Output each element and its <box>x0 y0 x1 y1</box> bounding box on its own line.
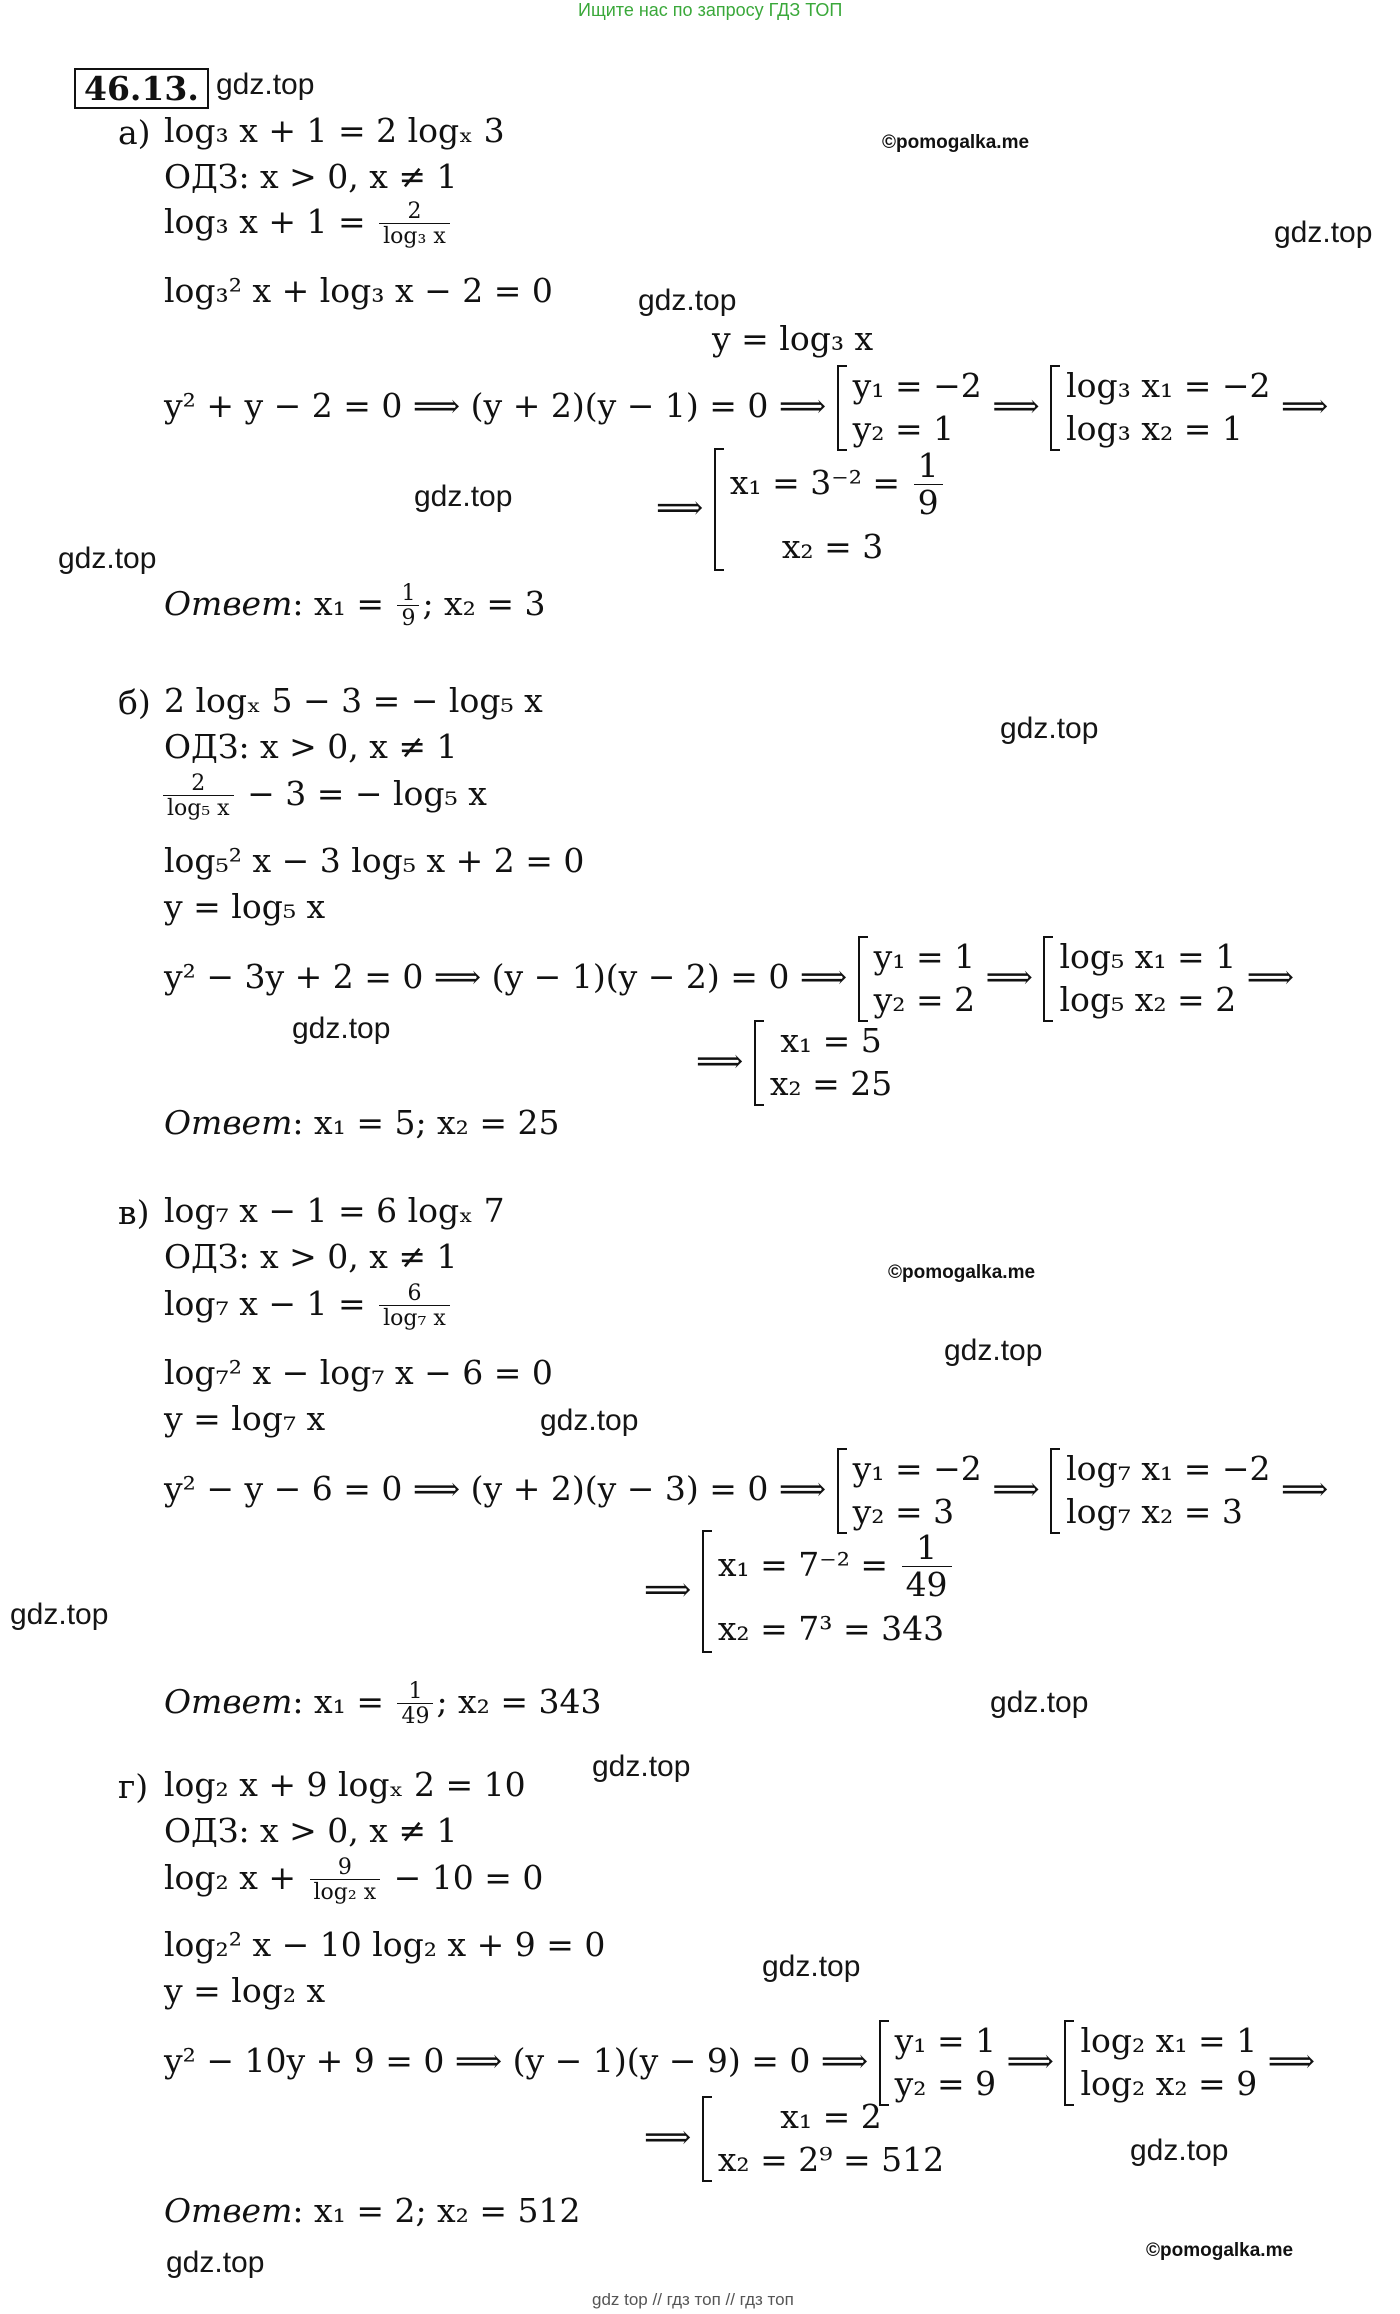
part-d-quadratic: y² − 10y + 9 = 0 ⟹ (y − 1)(y − 9) = 0 ⟹ <box>164 2040 869 2080</box>
answer-fraction <box>397 582 419 630</box>
part-b-system-x <box>754 1020 892 1106</box>
part-c-step1-fraction <box>379 1282 450 1330</box>
implies-arrow: ⟹ <box>644 1569 692 1609</box>
part-c-step1-left: log₇ x − 1 = <box>164 1284 377 1324</box>
part-d-step1-right: − 10 = 0 <box>383 1858 544 1898</box>
system-rows <box>718 2096 944 2182</box>
task-number: 46.13. <box>74 68 209 109</box>
bracket <box>837 365 847 451</box>
system-row: x₁ = 2 <box>780 2097 882 2136</box>
watermark: gdz.top <box>166 2246 265 2279</box>
part-d-step1-fraction <box>310 1856 381 1904</box>
watermark: gdz.top <box>1000 712 1099 745</box>
fraction-numerator: 1 <box>916 1528 938 1567</box>
copyright: ©pomogalka.me <box>888 1262 1036 1283</box>
system-rows <box>1066 365 1270 451</box>
part-d-step2: log₂² x − 10 log₂ x + 9 = 0 <box>164 1925 606 1964</box>
answer-rest: ; x₂ = 3 <box>422 584 546 624</box>
fraction-denominator: 49 <box>397 1703 433 1728</box>
part-a-odz: ОДЗ: x > 0, x ≠ 1 <box>164 157 458 196</box>
system-row: log₂ x₁ = 1 <box>1080 2021 1258 2060</box>
answer-fraction <box>397 1680 433 1728</box>
answer-rest: ; x₂ = 343 <box>436 1682 602 1722</box>
part-d-system-y <box>879 2020 997 2106</box>
part-c-step2: log₇² x − log₇ x − 6 = 0 <box>164 1353 553 1392</box>
watermark: gdz.top <box>990 1686 1089 1719</box>
fraction-denominator: log₇ x <box>379 1305 450 1330</box>
part-d-answer <box>164 2191 581 2230</box>
watermark: gdz.top <box>944 1334 1043 1367</box>
part-c-step1 <box>164 1282 453 1330</box>
watermark: gdz.top <box>762 1950 861 1983</box>
system-row: x₂ = 2⁹ = 512 <box>717 2139 945 2179</box>
part-a-quadratic-line <box>164 365 1328 451</box>
answer-label: Ответ <box>164 2191 293 2230</box>
system-row: log₇ x₁ = −2 <box>1066 1449 1271 1488</box>
bracket <box>858 936 868 1022</box>
implies-arrow: ⟹ <box>644 2116 692 2156</box>
part-c-answer <box>164 1680 602 1728</box>
system-rows <box>1059 936 1236 1022</box>
watermark: gdz.top <box>216 68 315 101</box>
fraction-denominator: log₅ x <box>163 795 234 820</box>
bracket <box>1043 936 1053 1022</box>
system-rows <box>718 1530 955 1653</box>
solution-left: x₁ = 3⁻² = <box>729 462 911 502</box>
part-d-odz: ОДЗ: x > 0, x ≠ 1 <box>164 1811 458 1850</box>
implies-arrow: ⟹ <box>1281 1468 1329 1508</box>
system-row: x₂ = 3 <box>781 526 884 566</box>
solution-fraction <box>902 1530 952 1604</box>
watermark: gdz.top <box>592 1750 691 1783</box>
part-b-quadratic: y² − 3y + 2 = 0 ⟹ (y − 1)(y − 2) = 0 ⟹ <box>164 956 848 996</box>
part-a-step1-fraction <box>379 200 450 248</box>
system-row: x₂ = 7³ = 343 <box>717 1608 945 1648</box>
part-c-system-log <box>1050 1448 1270 1534</box>
part-d-equation: log₂ x + 9 logₓ 2 = 10 <box>164 1765 526 1804</box>
fraction-numerator: 1 <box>401 581 416 606</box>
system-rows <box>1080 2020 1257 2106</box>
fraction-denominator: log₃ x <box>379 223 450 248</box>
answer-left: : x₁ = <box>292 584 395 624</box>
system-row: x₂ = 25 <box>769 1063 893 1103</box>
part-a-system-y <box>837 365 982 451</box>
fraction-numerator: 6 <box>407 1281 422 1306</box>
part-d-step1 <box>164 1856 543 1904</box>
fraction-denominator: 9 <box>914 484 943 521</box>
bracket <box>714 448 724 571</box>
part-b-substitution: y = log₅ x <box>164 887 326 926</box>
watermark: gdz.top <box>1130 2134 1229 2167</box>
part-a-answer <box>164 582 546 630</box>
system-row: y₂ = 3 <box>852 1491 955 1531</box>
part-c-solution <box>644 1530 955 1653</box>
watermark: gdz.top <box>638 284 737 317</box>
system-rows <box>770 1020 892 1106</box>
part-b-step1-right: − 3 = − log₅ x <box>236 774 487 814</box>
part-c-equation: log₇ x − 1 = 6 logₓ 7 <box>164 1191 505 1230</box>
part-a-label: а) <box>118 113 151 152</box>
fraction-numerator: 1 <box>408 1679 423 1704</box>
system-row: y₁ = 1 <box>873 937 976 976</box>
system-row: log₅ x₂ = 2 <box>1059 979 1237 1019</box>
part-a-system-log <box>1050 365 1270 451</box>
part-c-system-y <box>837 1448 982 1534</box>
bracket <box>1064 2020 1074 2106</box>
implies-arrow: ⟹ <box>656 487 704 527</box>
watermark: gdz.top <box>58 542 157 575</box>
bracket <box>1050 1448 1060 1534</box>
part-d-quadratic-line <box>164 2020 1315 2106</box>
part-a-substitution: y = log₃ x <box>712 319 874 358</box>
answer-label: Ответ <box>164 584 293 624</box>
part-d-step1-left: log₂ x + <box>164 1858 307 1898</box>
implies-arrow: ⟹ <box>985 956 1033 996</box>
footer-text: gdz top // гдз топ // гдз топ <box>592 2290 794 2309</box>
watermark: gdz.top <box>1274 216 1373 249</box>
part-a-quadratic: y² + y − 2 = 0 ⟹ (y + 2)(y − 1) = 0 ⟹ <box>164 385 827 425</box>
answer-value: : x₁ = 5; x₂ = 25 <box>292 1103 560 1142</box>
solution-left: x₁ = 7⁻² = <box>717 1544 899 1584</box>
watermark: gdz.top <box>540 1404 639 1437</box>
part-b-label: б) <box>118 683 151 722</box>
bracket <box>754 1020 764 1106</box>
implies-arrow: ⟹ <box>1267 2040 1315 2080</box>
answer-label: Ответ <box>164 1682 293 1722</box>
answer-value: : x₁ = 2; x₂ = 512 <box>292 2191 581 2230</box>
system-row: y₁ = −2 <box>852 366 982 405</box>
system-row: log₂ x₂ = 9 <box>1080 2063 1258 2103</box>
system-row: log₃ x₁ = −2 <box>1066 366 1271 405</box>
bracket <box>837 1448 847 1534</box>
system-rows <box>853 365 982 451</box>
part-c-system-x <box>702 1530 955 1653</box>
system-row <box>730 448 946 522</box>
fraction-denominator: 49 <box>902 1566 952 1603</box>
system-rows <box>895 2020 997 2106</box>
solution-fraction <box>914 448 943 522</box>
implies-arrow: ⟹ <box>696 1040 744 1080</box>
part-d-label: г) <box>118 1767 149 1806</box>
implies-arrow: ⟹ <box>1246 956 1294 996</box>
system-rows <box>730 448 946 571</box>
answer-left: : x₁ = <box>292 1682 395 1722</box>
part-d-substitution: y = log₂ x <box>164 1971 326 2010</box>
part-d-solution <box>644 2096 944 2182</box>
system-rows <box>874 936 976 1022</box>
part-b-answer <box>164 1103 560 1142</box>
part-b-system-log <box>1043 936 1236 1022</box>
fraction-numerator: 2 <box>191 771 206 796</box>
part-c-odz: ОДЗ: x > 0, x ≠ 1 <box>164 1237 458 1276</box>
bracket <box>702 2096 712 2182</box>
system-row: log₃ x₂ = 1 <box>1066 408 1243 448</box>
system-rows <box>1066 1448 1270 1534</box>
answer-label: Ответ <box>164 1103 293 1142</box>
system-row <box>718 1530 955 1604</box>
part-c-quadratic: y² − y − 6 = 0 ⟹ (y + 2)(y − 3) = 0 ⟹ <box>164 1468 827 1508</box>
part-b-step1 <box>160 772 487 820</box>
copyright: ©pomogalka.me <box>882 132 1030 153</box>
part-c-label: в) <box>118 1193 150 1232</box>
part-b-solution <box>696 1020 892 1106</box>
system-row: x₁ = 5 <box>780 1021 882 1060</box>
implies-arrow: ⟹ <box>992 1468 1040 1508</box>
part-a-step1 <box>164 200 453 248</box>
system-row: log₇ x₂ = 3 <box>1066 1491 1243 1531</box>
part-b-equation: 2 logₓ 5 − 3 = − log₅ x <box>164 681 543 720</box>
system-row: y₁ = 1 <box>894 2021 997 2060</box>
part-a-system-x <box>714 448 946 571</box>
copyright: ©pomogalka.me <box>1146 2240 1294 2261</box>
part-b-system-y <box>858 936 976 1022</box>
part-b-odz: ОДЗ: x > 0, x ≠ 1 <box>164 727 458 766</box>
system-row: y₁ = −2 <box>852 1449 982 1488</box>
part-c-quadratic-line <box>164 1448 1328 1534</box>
part-a-solution <box>656 448 946 571</box>
part-d-system-log <box>1064 2020 1257 2106</box>
system-row: y₂ = 9 <box>894 2063 997 2103</box>
part-d-system-x <box>702 2096 944 2182</box>
part-a-step2: log₃² x + log₃ x − 2 = 0 <box>164 271 553 310</box>
implies-arrow: ⟹ <box>1281 385 1329 425</box>
system-row: log₅ x₁ = 1 <box>1059 937 1237 976</box>
watermark: gdz.top <box>292 1012 391 1045</box>
system-row: y₂ = 2 <box>873 979 976 1019</box>
watermark: gdz.top <box>414 480 513 513</box>
part-b-step2: log₅² x − 3 log₅ x + 2 = 0 <box>164 841 585 880</box>
fraction-denominator: log₂ x <box>310 1879 381 1904</box>
system-rows <box>853 1448 982 1534</box>
part-b-quadratic-line <box>164 936 1294 1022</box>
part-a-step1-left: log₃ x + 1 = <box>164 202 377 242</box>
part-c-substitution: y = log₇ x <box>164 1399 326 1438</box>
bracket <box>702 1530 712 1653</box>
watermark: gdz.top <box>10 1598 109 1631</box>
bracket <box>879 2020 889 2106</box>
part-a-equation: log₃ x + 1 = 2 logₓ 3 <box>164 111 505 150</box>
bracket <box>1050 365 1060 451</box>
fraction-numerator: 9 <box>337 1855 352 1880</box>
fraction-numerator: 1 <box>917 446 939 485</box>
fraction-denominator: 9 <box>397 605 419 630</box>
implies-arrow: ⟹ <box>992 385 1040 425</box>
implies-arrow: ⟹ <box>1006 2040 1054 2080</box>
part-b-step1-fraction <box>163 772 234 820</box>
system-row: y₂ = 1 <box>852 408 955 448</box>
top-banner: Ищите нас по запросу ГДЗ ТОП <box>578 0 843 20</box>
fraction-numerator: 2 <box>407 199 422 224</box>
